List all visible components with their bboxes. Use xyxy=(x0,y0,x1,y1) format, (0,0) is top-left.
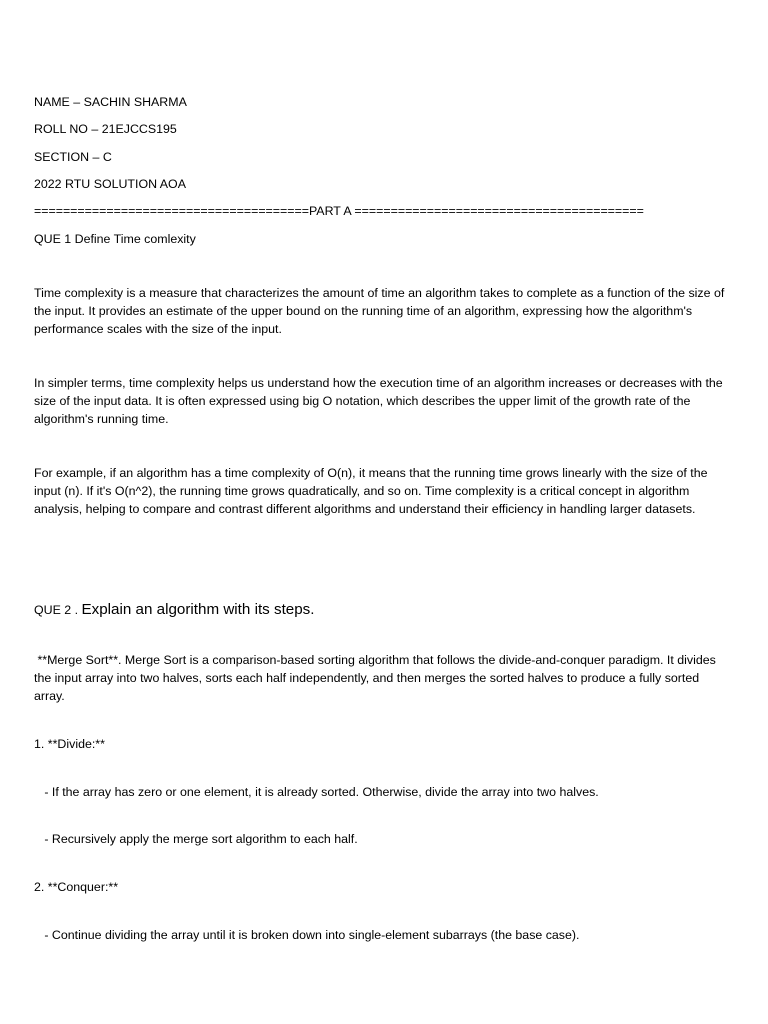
question-2-prefix: QUE 2 . xyxy=(34,603,82,617)
step-1-point-a: - If the array has zero or one element, it is already sorted. Otherwise, divide the array into two halves. xyxy=(34,785,599,799)
question-1-title: QUE 1 Define Time comlexity xyxy=(34,232,196,246)
question-1-paragraph-3: For example, if an algorithm has a time complexity of O(n), it means that the running time grows linearly with the size of the input (n). If it's O(n^2), the running time grows quadratically, and so on. Time complexity is a critical concept in algorithm analysis, helping to compare and contrast different algorithms and understand their efficiency in handling larger datasets. xyxy=(34,466,708,516)
question-1-paragraph-2: In simpler terms, time complexity helps us understand how the execution time of an algorithm increases or decreases with the size of the input data. It is often expressed using big O notation, which describes the upper limit of the growth rate of the algorithm's running time. xyxy=(34,376,723,426)
step-1-point-b: - Recursively apply the merge sort algorithm to each half. xyxy=(34,832,358,846)
question-2-intro: **Merge Sort**. Merge Sort is a comparison-based sorting algorithm that follows the divide-and-conquer paradigm. It divides the input array into two halves, sorts each half independently, and then merges the sorted halves to produce a fully sorted array. xyxy=(34,653,720,703)
step-2-point-a: - Continue dividing the array until it is broken down into single-element subarrays (the base case). xyxy=(34,928,580,942)
question-2-heading: Explain an algorithm with its steps. xyxy=(81,601,315,618)
question-2-title xyxy=(34,601,315,620)
roll-number: ROLL NO – 21EJCCS195 xyxy=(34,122,177,136)
part-a-separator: ======================================PART A ======================================== xyxy=(34,204,644,218)
step-2-heading: 2. **Conquer:** xyxy=(34,880,119,894)
step-1-heading: 1. **Divide:** xyxy=(34,737,105,751)
subject-title: 2022 RTU SOLUTION AOA xyxy=(34,177,186,191)
student-name: NAME – SACHIN SHARMA xyxy=(34,95,187,109)
question-1-paragraph-1: Time complexity is a measure that characterizes the amount of time an algorithm takes to complete as a function of the size of the input. It provides an estimate of the upper bound on the running time of an algorithm, expressing how the algorithm's performance scales with the size of the input. xyxy=(34,286,725,336)
section: SECTION – C xyxy=(34,150,112,164)
